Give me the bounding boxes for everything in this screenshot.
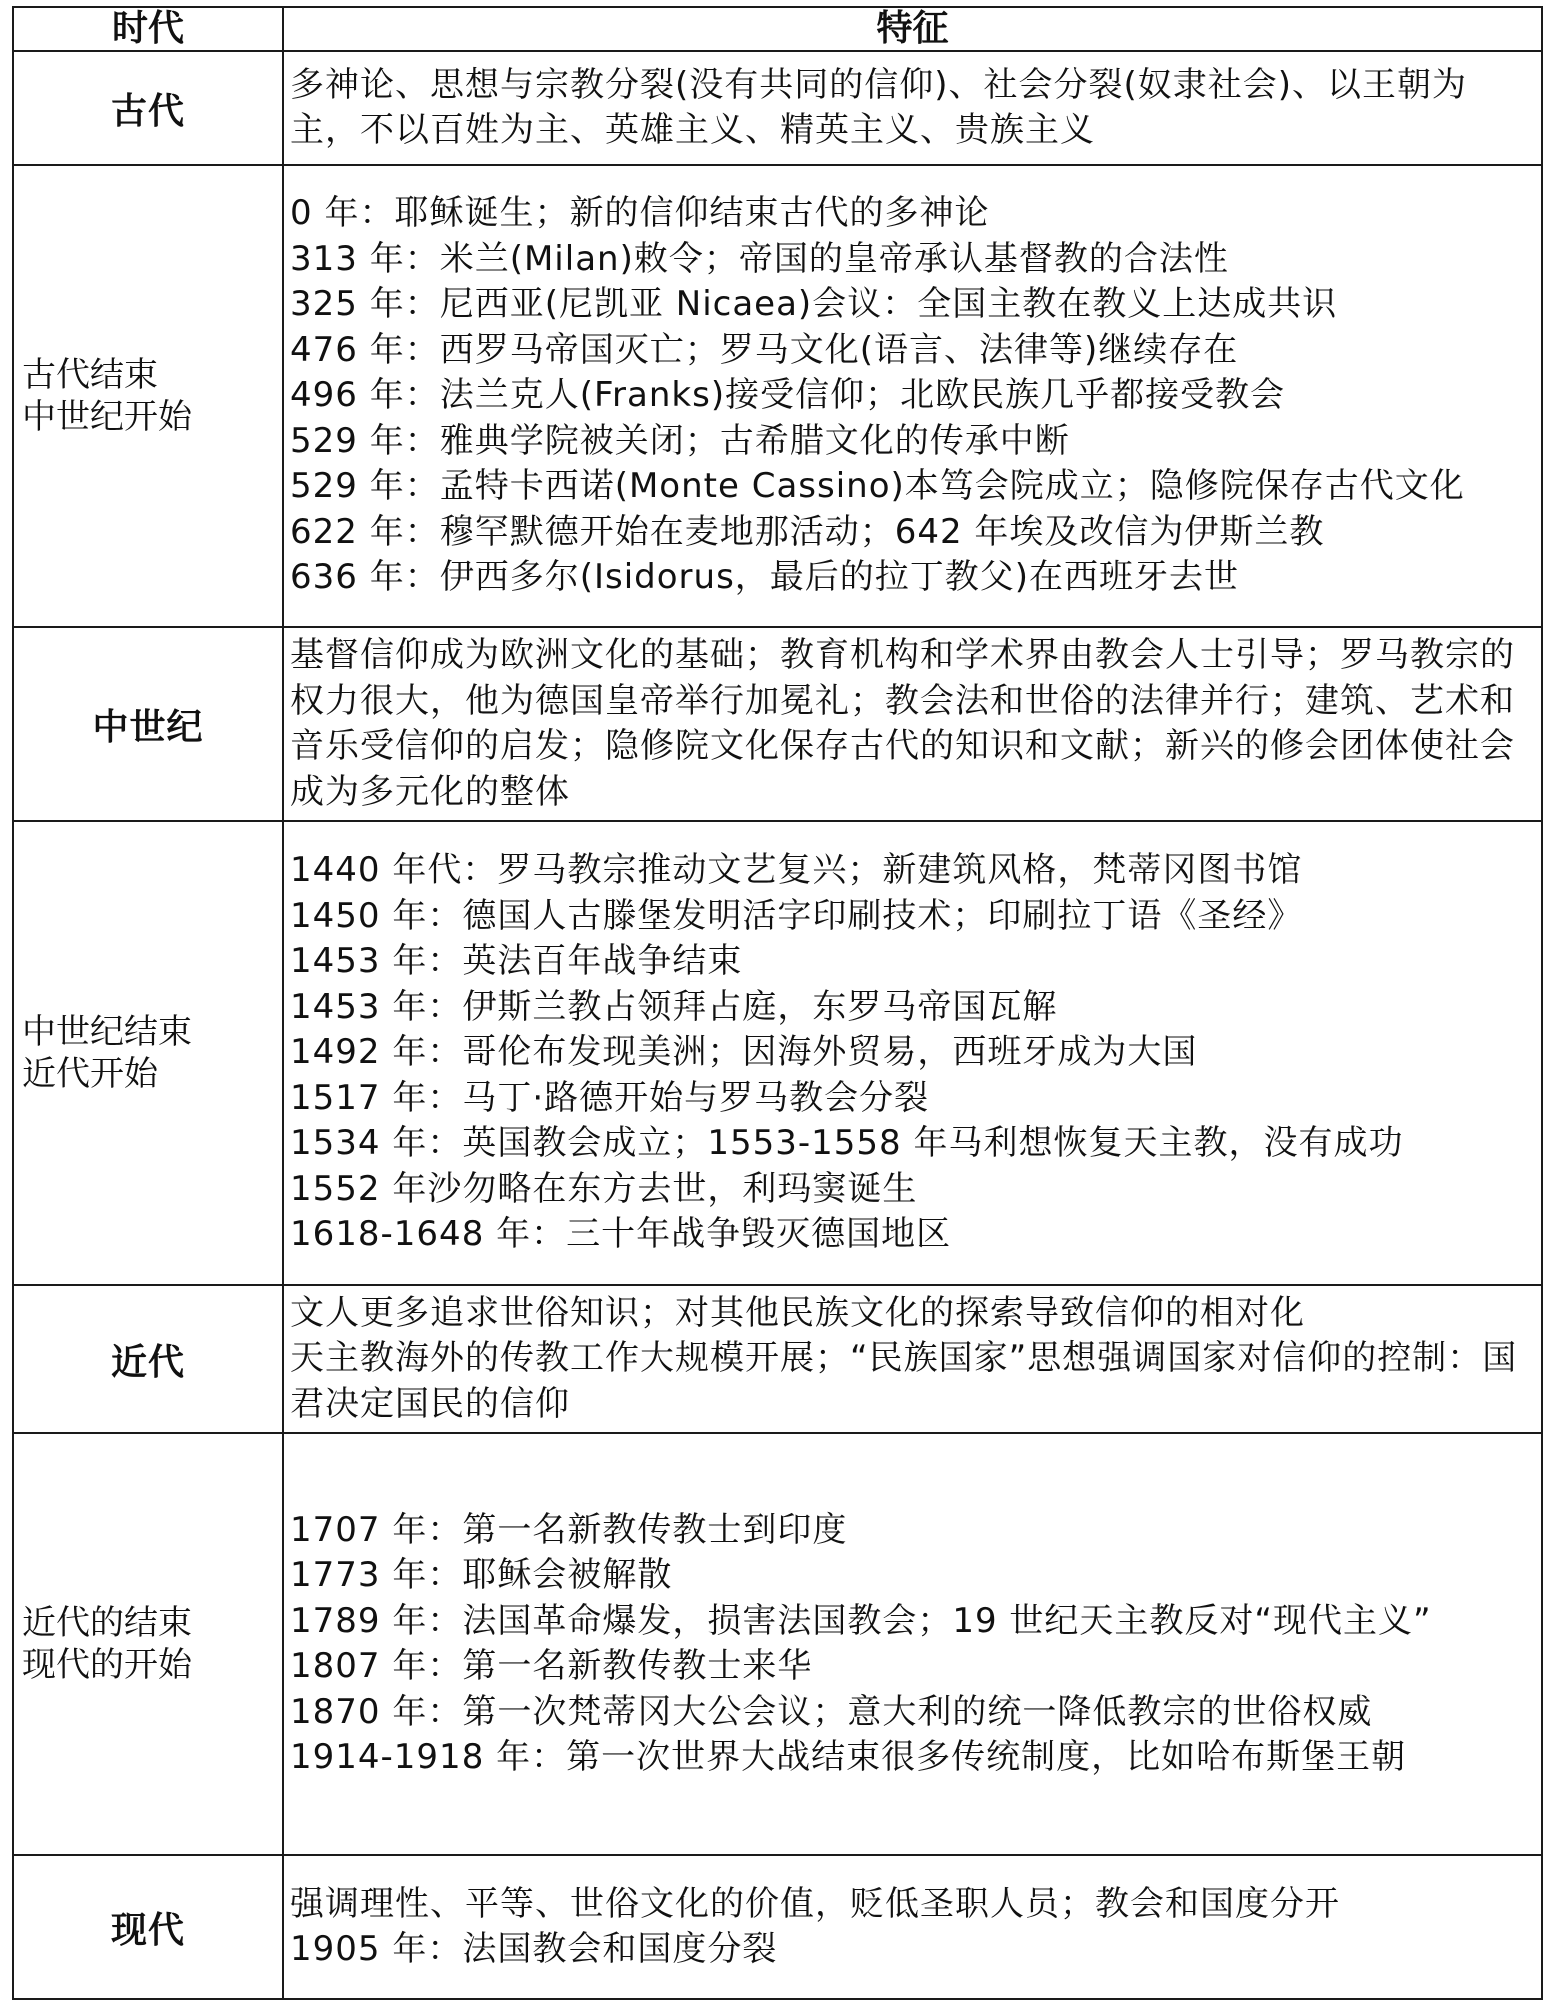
era-line: 古代结束 [22, 355, 158, 395]
features-cell [283, 51, 1542, 165]
feature-line: 1789 年：法国革命爆发，损害法国教会；19 世纪天主教反对“现代主义” [290, 1600, 1432, 1641]
feature-line: 622 年：穆罕默德开始在麦地那活动；642 年埃及改信为伊斯兰教 [290, 511, 1325, 552]
era-line: 近代的结束 [22, 1603, 192, 1643]
table-row [13, 627, 1542, 821]
feature-line: 1618-1648 年：三十年战争毁灭德国地区 [290, 1214, 952, 1255]
feature-line: 496 年：法兰克人(Franks)接受信仰；北欧民族几乎都接受教会 [290, 375, 1286, 416]
era-cell: 现代 [13, 1855, 283, 1999]
feature-line: 1870 年：第一次梵蒂冈大公会议；意大利的统一降低教宗的世俗权威 [290, 1691, 1373, 1732]
features-cell [283, 1433, 1542, 1855]
feature-line: 1450 年：德国人古滕堡发明活字印刷技术；印刷拉丁语《圣经》 [290, 895, 1303, 936]
era-line: 中世纪结束 [22, 1012, 192, 1052]
feature-line: 325 年：尼西亚(尼凯亚 Nicaea)会议：全国主教在教义上达成共识 [290, 284, 1338, 325]
feature-line: 1492 年：哥伦布发现美洲；因海外贸易，西班牙成为大国 [290, 1032, 1198, 1073]
feature-line: 529 年：雅典学院被关闭；古希腊文化的传承中断 [290, 420, 1070, 461]
era-line: 近代开始 [22, 1054, 158, 1094]
feature-line: 基督信仰成为欧洲文化的基础；教育机构和学术界由教会人士引导；罗马教宗的权力很大，他为德国皇帝举行加冕礼；教会法和世俗的法律并行；建筑、艺术和音乐受信仰的启发；隐修院文化保存古代的知识和文献；新兴的修会团体使社会成为多元化的整体 [290, 635, 1515, 812]
era-cell: 近代 [13, 1285, 283, 1433]
feature-line: 1440 年代：罗马教宗推动文艺复兴；新建筑风格，梵蒂冈图书馆 [290, 850, 1303, 891]
feature-line: 文人更多追求世俗知识；对其他民族文化的探索导致信仰的相对化 [290, 1292, 1305, 1333]
table-row [13, 51, 1542, 165]
feature-line: 多神论、思想与宗教分裂(没有共同的信仰)、社会分裂(奴隶社会)、以王朝为主，不以百姓为主、英雄主义、精英主义、贵族主义 [290, 64, 1468, 150]
table-row [13, 1285, 1542, 1433]
feature-line: 1707 年：第一名新教传教士到印度 [290, 1509, 848, 1550]
era-table [12, 6, 1543, 2000]
table-row [13, 821, 1542, 1285]
feature-line: 313 年：米兰(Milan)敕令；帝国的皇帝承认基督教的合法性 [290, 238, 1229, 279]
features-cell [283, 1855, 1542, 1999]
era-cell [13, 1433, 283, 1855]
table-header-row [13, 7, 1542, 51]
header-era: 时代 [13, 7, 283, 51]
feature-line: 天主教海外的传教工作大规模开展；“民族国家”思想强调国家对信仰的控制：国君决定国民的信仰 [290, 1338, 1518, 1424]
table-row [13, 1433, 1542, 1855]
era-cell: 古代 [13, 51, 283, 165]
era-line: 中世纪开始 [22, 397, 192, 437]
feature-line: 1453 年：伊斯兰教占领拜占庭，东罗马帝国瓦解 [290, 986, 1058, 1027]
features-cell [283, 821, 1542, 1285]
table-row [13, 1855, 1542, 1999]
features-cell [283, 627, 1542, 821]
era-cell [13, 165, 283, 627]
feature-line: 636 年：伊西多尔(Isidorus，最后的拉丁教父)在西班牙去世 [290, 557, 1240, 598]
features-cell [283, 1285, 1542, 1433]
era-line: 现代的开始 [22, 1645, 192, 1685]
features-cell [283, 165, 1542, 627]
feature-line: 1517 年：马丁·路德开始与罗马教会分裂 [290, 1077, 930, 1118]
feature-line: 1552 年沙勿略在东方去世，利玛窦诞生 [290, 1168, 918, 1209]
feature-line: 1905 年：法国教会和国度分裂 [290, 1929, 778, 1969]
header-features: 特征 [283, 7, 1542, 51]
feature-line: 1534 年：英国教会成立；1553-1558 年马利想恢复天主教，没有成功 [290, 1123, 1404, 1164]
feature-line: 1807 年：第一名新教传教士来华 [290, 1646, 813, 1686]
era-cell: 中世纪 [13, 627, 283, 821]
feature-line: 0 年：耶稣诞生；新的信仰结束古代的多神论 [290, 193, 990, 234]
feature-line: 476 年：西罗马帝国灭亡；罗马文化(语言、法律等)继续存在 [290, 329, 1239, 370]
era-cell [13, 821, 283, 1285]
feature-line: 1914-1918 年：第一次世界大战结束很多传统制度，比如哈布斯堡王朝 [290, 1737, 1407, 1777]
feature-line: 1773 年：耶稣会被解散 [290, 1555, 673, 1595]
feature-line: 1453 年：英法百年战争结束 [290, 941, 743, 982]
feature-line: 529 年：孟特卡西诺(Monte Cassino)本笃会院成立；隐修院保存古代文化 [290, 466, 1465, 507]
table-row [13, 165, 1542, 627]
feature-line: 强调理性、平等、世俗文化的价值，贬低圣职人员；教会和国度分开 [290, 1883, 1340, 1924]
